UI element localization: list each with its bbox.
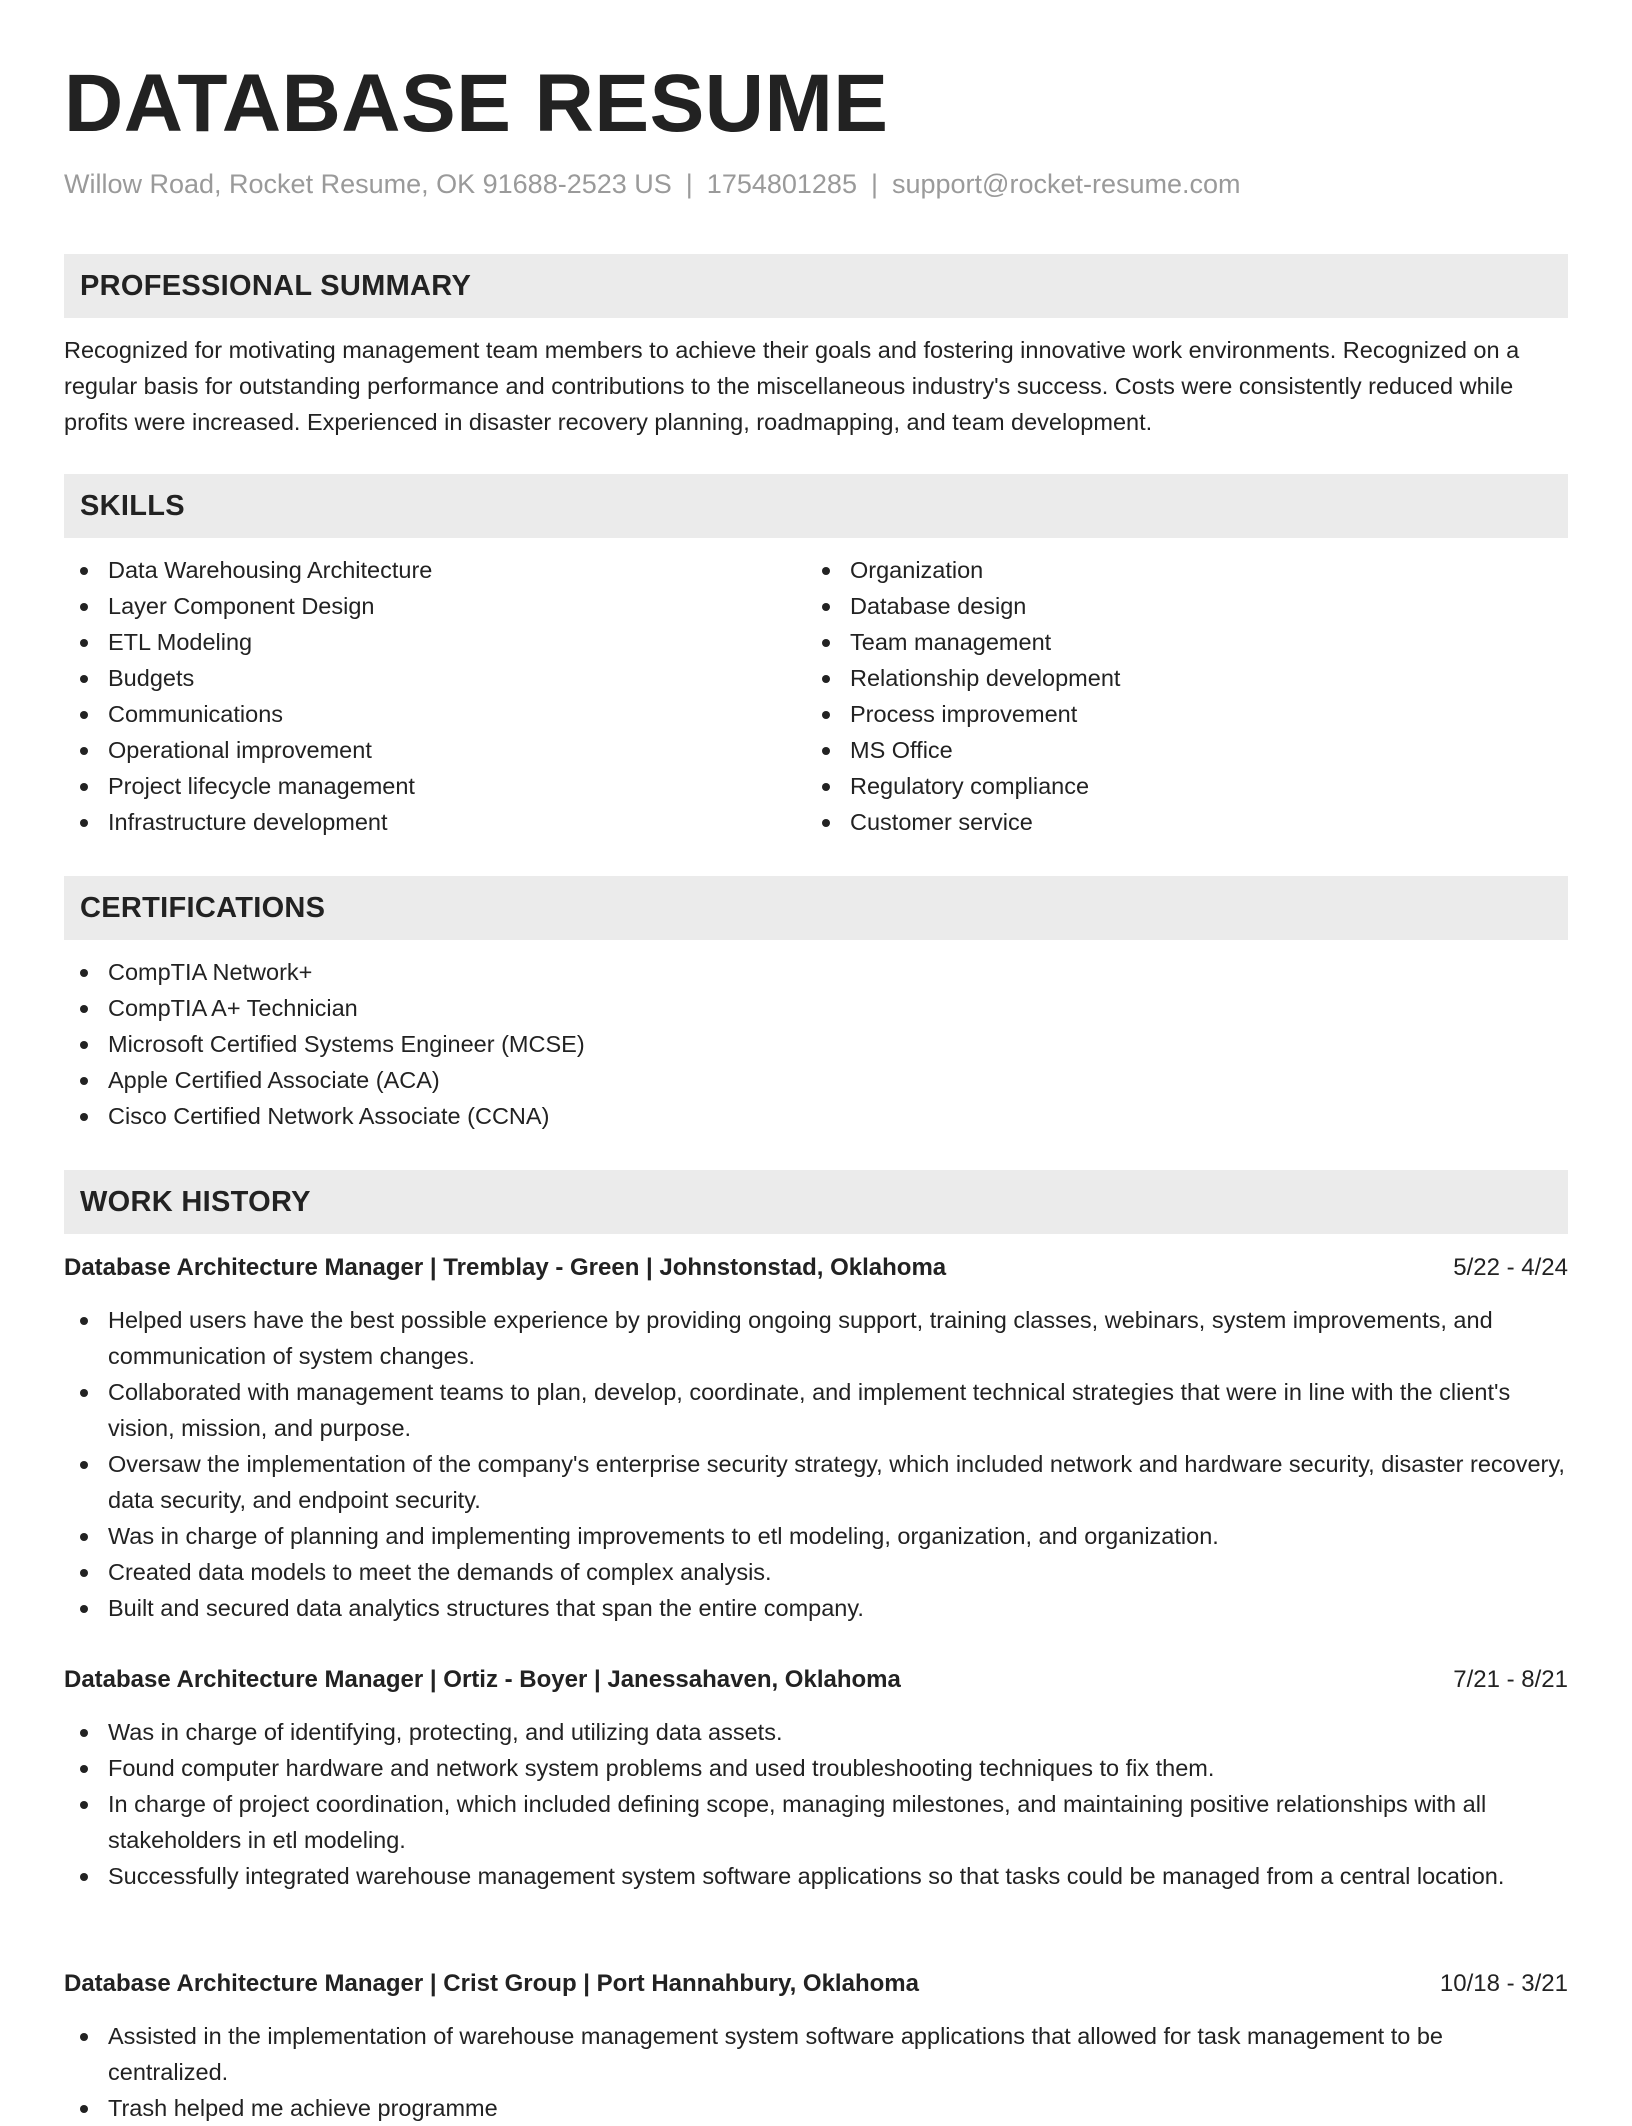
list-item: Microsoft Certified Systems Engineer (MCSE) <box>64 1026 1568 1062</box>
job-entry <box>64 1250 1568 1626</box>
list-item: Infrastructure development <box>64 804 784 840</box>
list-item: Regulatory compliance <box>806 768 1526 804</box>
list-item: Project lifecycle management <box>64 768 784 804</box>
list-item: Built and secured data analytics structures that span the entire company. <box>64 1590 1568 1626</box>
job-title: Database Architecture Manager | Ortiz - Boyer | Janessahaven, Oklahoma <box>64 1666 901 1693</box>
summary-heading: PROFESSIONAL SUMMARY <box>64 254 1568 318</box>
job-entry <box>64 1662 1568 1894</box>
list-item: Layer Component Design <box>64 588 784 624</box>
list-item: Assisted in the implementation of warehouse management system software applications that allowed for task management to be centralized. <box>64 2018 1568 2090</box>
contact-address: Willow Road, Rocket Resume, OK 91688-2523 US <box>64 169 672 199</box>
skills-list-left <box>64 552 784 840</box>
job-dates: 10/18 - 3/21 <box>1439 1970 1568 1997</box>
summary-text: Recognized for motivating management team members to achieve their goals and fostering innovative work environments. Recognized on a regular basis for outstanding performance and contributions to the miscellaneous industry's success. Costs were consistently reduced while profits were increased. Experienced in disaster recovery planning, roadmapping, and team development. <box>64 337 1520 435</box>
contact-phone: 1754801285 <box>706 169 857 199</box>
list-item: Was in charge of planning and implementing improvements to etl modeling, organization, and organization. <box>64 1518 1568 1554</box>
list-item: Successfully integrated warehouse management system software applications so that tasks could be managed from a central location. <box>64 1858 1568 1894</box>
job-header <box>64 1662 1568 1698</box>
list-item: Apple Certified Associate (ACA) <box>64 1062 1568 1098</box>
job-bullets <box>64 2018 1568 2126</box>
list-item: Database design <box>806 588 1526 624</box>
list-item: Trash helped me achieve programme <box>64 2090 1568 2126</box>
job-dates: 5/22 - 4/24 <box>1453 1254 1568 1281</box>
list-item: Was in charge of identifying, protecting, and utilizing data assets. <box>64 1714 1568 1750</box>
list-item: In charge of project coordination, which included defining scope, managing milestones, and maintaining positive relationships with all stakeholders in etl modeling. <box>64 1786 1568 1858</box>
list-item: Created data models to meet the demands of complex analysis. <box>64 1554 1568 1590</box>
list-item: MS Office <box>806 732 1526 768</box>
list-item: Customer service <box>806 804 1526 840</box>
job-bullets <box>64 1302 1568 1626</box>
skills-list-right <box>806 552 1526 840</box>
list-item: Operational improvement <box>64 732 784 768</box>
list-item: Communications <box>64 696 784 732</box>
list-item: Found computer hardware and network system problems and used troubleshooting techniques to fix them. <box>64 1750 1568 1786</box>
list-item: Organization <box>806 552 1526 588</box>
list-item: Relationship development <box>806 660 1526 696</box>
job-title: Database Architecture Manager | Tremblay - Green | Johnstonstad, Oklahoma <box>64 1254 947 1281</box>
list-item: CompTIA Network+ <box>64 954 1568 990</box>
list-item: ETL Modeling <box>64 624 784 660</box>
list-item: Cisco Certified Network Associate (CCNA) <box>64 1098 1568 1134</box>
list-item: CompTIA A+ Technician <box>64 990 1568 1026</box>
contact-separator: | <box>870 169 878 199</box>
work-history-heading: WORK HISTORY <box>64 1170 1568 1234</box>
resume-name: DATABASE RESUME <box>64 58 889 149</box>
list-item: Data Warehousing Architecture <box>64 552 784 588</box>
contact-line <box>64 166 1241 202</box>
contact-email: support@rocket-resume.com <box>891 169 1241 199</box>
certifications-heading: CERTIFICATIONS <box>64 876 1568 940</box>
job-title: Database Architecture Manager | Crist Group | Port Hannahbury, Oklahoma <box>64 1970 919 1997</box>
contact-separator: | <box>685 169 693 199</box>
list-item: Budgets <box>64 660 784 696</box>
list-item: Process improvement <box>806 696 1526 732</box>
job-bullets <box>64 1714 1568 1894</box>
job-header <box>64 1250 1568 1286</box>
job-header <box>64 1966 1568 2002</box>
job-entry <box>64 1966 1568 2126</box>
list-item: Helped users have the best possible experience by providing ongoing support, training classes, webinars, system improvements, and communication of system changes. <box>64 1302 1568 1374</box>
certifications-list <box>64 954 1568 1134</box>
skills-heading: SKILLS <box>64 474 1568 538</box>
list-item: Team management <box>806 624 1526 660</box>
job-dates: 7/21 - 8/21 <box>1453 1666 1568 1693</box>
list-item: Collaborated with management teams to plan, develop, coordinate, and implement technical strategies that were in line with the client's vision, mission, and purpose. <box>64 1374 1568 1446</box>
list-item: Oversaw the implementation of the company's enterprise security strategy, which included network and hardware security, disaster recovery, data security, and endpoint security. <box>64 1446 1568 1518</box>
